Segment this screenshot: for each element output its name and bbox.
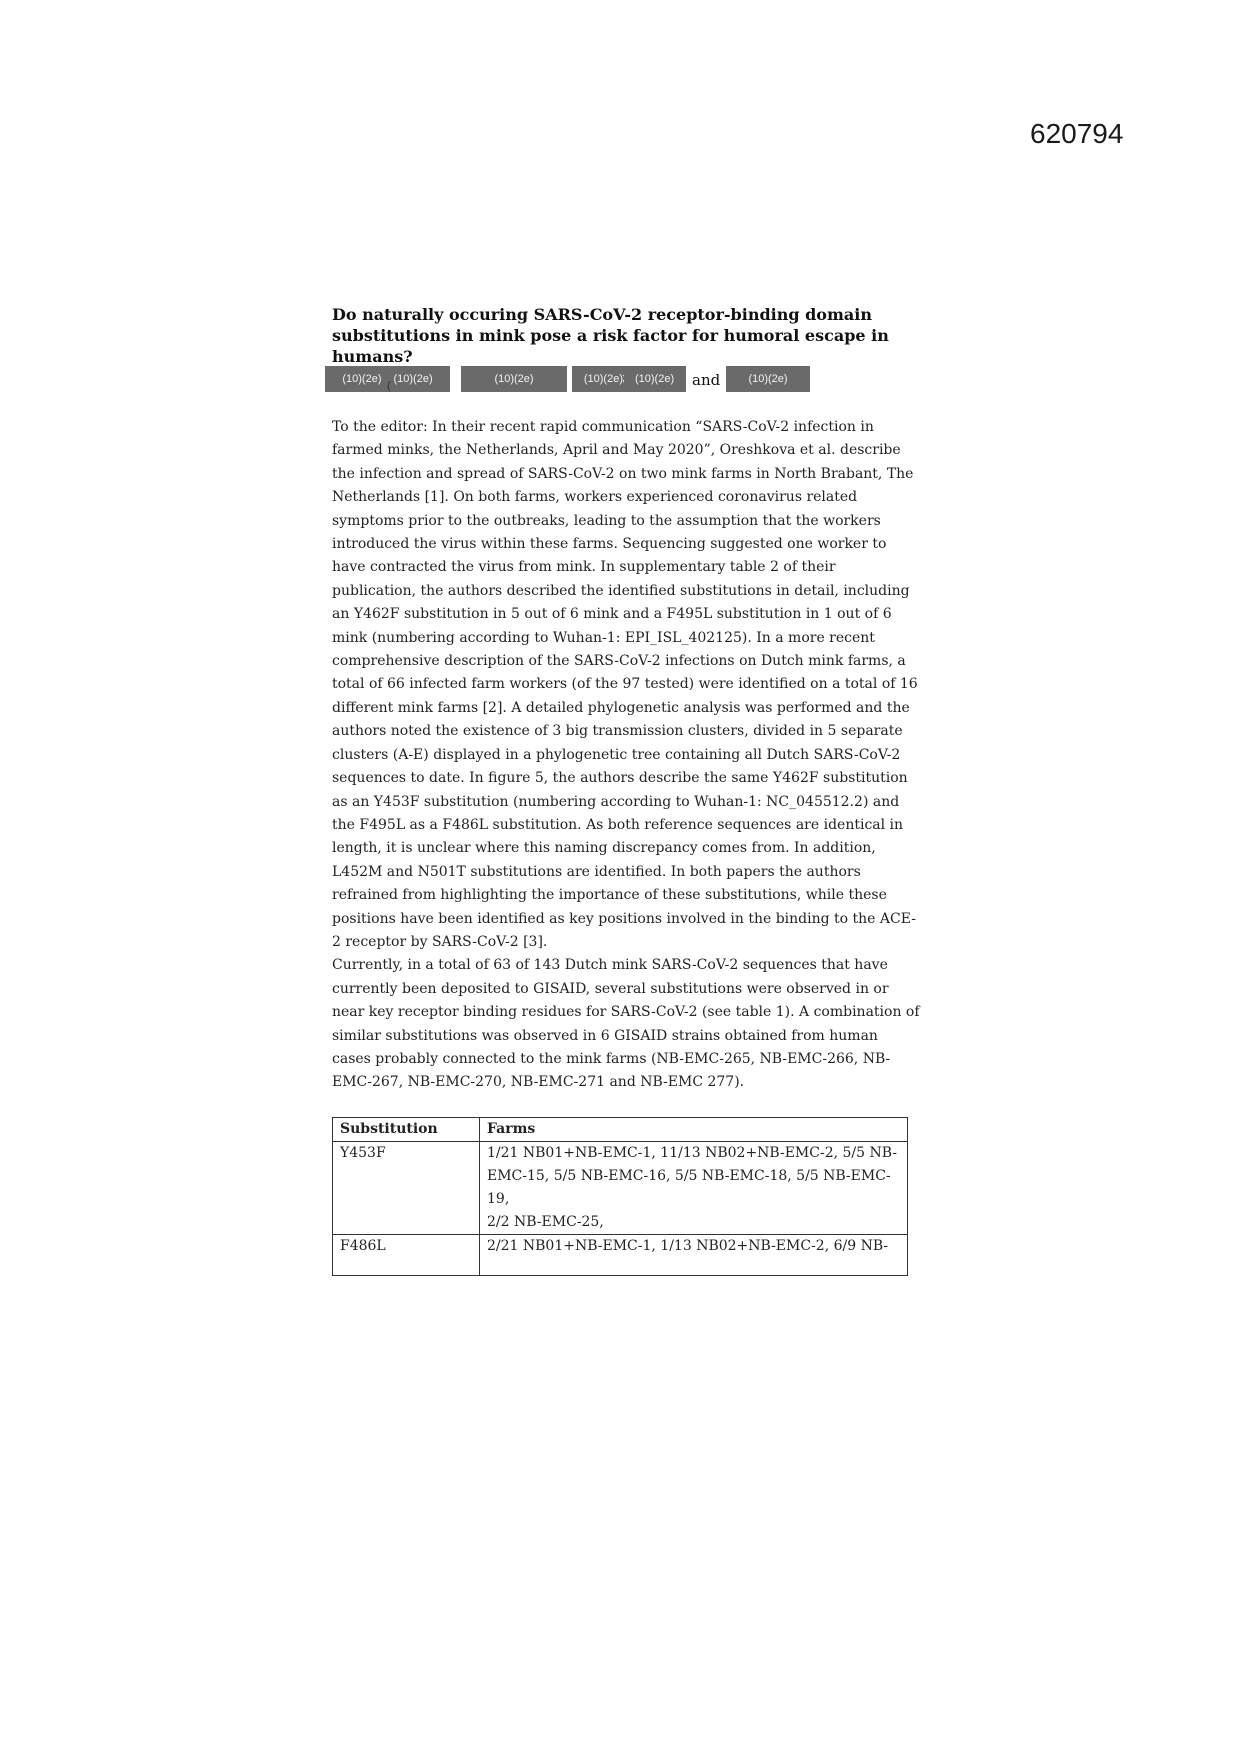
body-paragraph: To the editor: In their recent rapid communication “SARS-CoV-2 infection in farmed minks, the Netherlands, April and May 2020”, Oreshkova et al. describe the infection and spread of SARS-CoV-2 on two mink farms in North Brabant, The Netherlands [1]. On both farms, workers experienced coronavirus related symptoms prior to the outbreaks, leading to the assumption that the workers introduced the virus within these farms. Sequencing suggested one worker to have contracted the virus from mink. In supplementary table 2 of their publication, the authors described the identified substitutions in detail, including an Y462F substitution in 5 out of 6 mink and a F495L substitution in 1 out of 6 mink (numbering according to Wuhan-1: EPI_ISL_402125). In a more recent comprehensive description of the SARS-CoV-2 infections on Dutch mink farms, a total of 66 infected farm workers (of the 97 tested) were identified on a total of 16 different mink farms [2]. A detailed phylogenetic analysis was performed and the authors noted the existence of 3 big transmission clusters, divided in 5 separate clusters (A-E) displayed in a phylogenetic tree containing all Dutch SARS-CoV-2 sequences to date. In figure 5, the authors describe the same Y462F substitution as an Y453F substitution (numbering according to Wuhan-1: NC_045512.2) and the F495L as a F486L substitution. As both reference sequences are identical in length, it is unclear where this naming discrepancy comes from. In addition, L452M and N501T substitutions are identified. In both papers the authors refrained from highlighting the importance of these substitutions, while these positions have been identified as key positions involved in the binding to the ACE-2 receptor by SARS-CoV-2 [3]. <box>332 419 918 950</box>
redacted-author <box>726 366 810 392</box>
substitutions-table <box>332 1117 908 1276</box>
farms-text: 1/21 NB01+NB-EMC-1, 11/13 NB02+NB-EMC-2, 5/5 NB-EMC-15, 5/5 NB-EMC-16, 5/5 NB-EMC-18, 5/5 NB-EMC-19, <box>487 1145 898 1207</box>
redaction-label: (10)(2e) <box>635 373 675 385</box>
table-row <box>333 1142 908 1235</box>
redaction-label: (10)(2e) <box>393 373 433 385</box>
redacted-author <box>572 366 686 392</box>
author-separator: ( <box>387 380 391 392</box>
author-conjunction: and <box>692 371 721 389</box>
redaction-label: (10)(2e) <box>748 373 788 385</box>
table-row <box>333 1235 908 1276</box>
column-header-farms: Farms <box>480 1118 908 1142</box>
table-header-row <box>333 1118 908 1142</box>
author-separator: ; <box>622 372 626 384</box>
redacted-author <box>461 366 567 392</box>
farms-text: 2/21 NB01+NB-EMC-1, 1/13 NB02+NB-EMC-2, 6/9 NB- <box>487 1238 889 1254</box>
column-header-substitution: Substitution <box>333 1118 480 1142</box>
letter-body <box>332 416 920 1095</box>
substitution-cell: F486L <box>333 1235 480 1276</box>
body-paragraph: Currently, in a total of 63 of 143 Dutch mink SARS-CoV-2 sequences that have currently been deposited to GISAID, several substitutions were observed in or near key receptor binding residues for SARS-CoV-2 (see table 1). A combination of similar substitutions was observed in 6 GISAID strains obtained from human cases probably connected to the mink farms (NB-EMC-265, NB-EMC-266, NB-EMC-267, NB-EMC-270, NB-EMC-271 and NB-EMC 277). <box>332 957 920 1091</box>
redaction-label: (10)(2e) <box>494 373 534 385</box>
letter-title: Do naturally occuring SARS-CoV-2 receptor-binding domain substitutions in mink pose a risk factor for humoral escape in humans? <box>332 305 889 366</box>
farms-cell <box>480 1142 908 1235</box>
farms-cell <box>480 1235 908 1276</box>
redaction-label: (10)(2e) <box>342 373 382 385</box>
document-number: 620794 <box>1030 118 1124 149</box>
redaction-label: (10)(2e) <box>583 373 623 385</box>
substitution-cell: Y453F <box>333 1142 480 1235</box>
author-line <box>325 366 925 396</box>
farms-text: 2/2 NB-EMC-25, <box>487 1214 604 1230</box>
